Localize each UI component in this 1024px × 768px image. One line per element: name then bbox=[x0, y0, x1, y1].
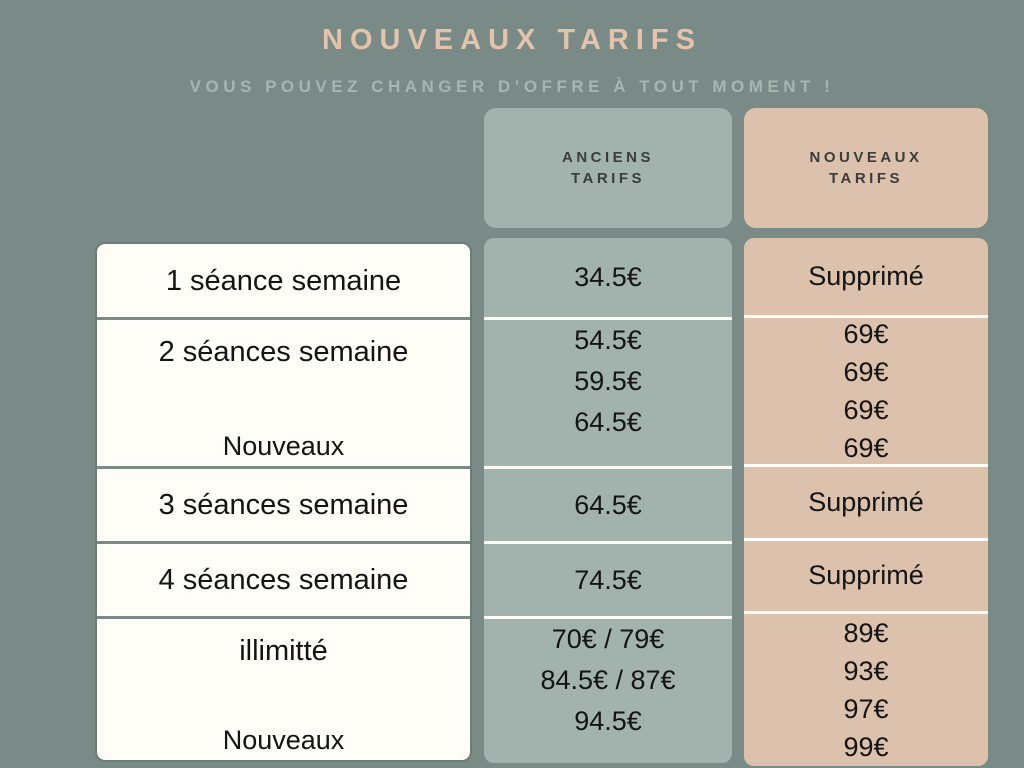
price-value: 74.5€ bbox=[574, 564, 642, 595]
price-value: 64.5€ bbox=[574, 489, 642, 520]
new-price-cell bbox=[744, 611, 988, 766]
price-value: 69€ bbox=[843, 395, 889, 426]
new-price-cell bbox=[744, 238, 988, 315]
price-value: 69€ bbox=[843, 433, 889, 464]
new-tariffs-header bbox=[744, 108, 988, 228]
old-price-cell bbox=[484, 317, 732, 466]
price-value: 59.5€ bbox=[574, 366, 642, 396]
plan-row-2-seances bbox=[97, 317, 470, 466]
plan-row-illimitte bbox=[97, 616, 470, 760]
plan-label: 1 séance semaine bbox=[165, 264, 402, 297]
plan-row-3-seances bbox=[97, 466, 470, 541]
price-value: 93€ bbox=[843, 656, 889, 687]
plan-label: 2 séances semaine bbox=[158, 336, 409, 368]
new-tariffs-header-line1: NOUVEAUX bbox=[809, 149, 923, 166]
price-value: 70€ / 79€ bbox=[551, 624, 665, 654]
price-value: 34.5€ bbox=[574, 262, 642, 292]
old-tariffs-header-line1: ANCIENS bbox=[561, 149, 654, 166]
page-title: NOUVEAUX TARIFS bbox=[322, 24, 702, 56]
price-value: 94.5€ bbox=[574, 706, 642, 736]
price-value: Supprimé bbox=[808, 560, 924, 591]
plan-sublabel: Nouveaux bbox=[222, 725, 345, 755]
plan-label: 4 séances semaine bbox=[158, 564, 409, 596]
price-value: 99€ bbox=[843, 732, 889, 763]
old-price-cell bbox=[484, 238, 732, 317]
price-value: Supprimé bbox=[808, 486, 924, 517]
page-subtitle: VOUS POUVEZ CHANGER D’OFFRE À TOUT MOMENT ! bbox=[189, 77, 835, 96]
new-price-cell bbox=[744, 464, 988, 537]
new-price-cell bbox=[744, 538, 988, 611]
plan-label: illimitté bbox=[239, 635, 328, 667]
price-value: 54.5€ bbox=[574, 325, 642, 355]
new-tariffs-header-line2: TARIFS bbox=[828, 170, 904, 187]
plan-sublabel: Nouveaux bbox=[222, 431, 345, 461]
plans-card bbox=[95, 242, 472, 762]
old-price-cell bbox=[484, 541, 732, 616]
old-tariffs-header-line2: TARIFS bbox=[570, 170, 646, 187]
price-value: Supprimé bbox=[808, 261, 924, 292]
price-value: 89€ bbox=[843, 618, 889, 649]
price-value: 84.5€ / 87€ bbox=[540, 665, 676, 695]
plan-row-1-seance bbox=[97, 244, 470, 317]
price-value: 69€ bbox=[843, 319, 889, 350]
price-value: 69€ bbox=[843, 357, 889, 388]
old-price-cell bbox=[484, 616, 732, 763]
old-tariffs-header bbox=[484, 108, 732, 228]
new-price-cell bbox=[744, 315, 988, 464]
plan-row-4-seances bbox=[97, 541, 470, 616]
old-prices-column bbox=[484, 238, 732, 763]
new-prices-column bbox=[744, 238, 988, 766]
price-value: 64.5€ bbox=[574, 407, 642, 437]
price-value: 97€ bbox=[843, 694, 889, 725]
old-price-cell bbox=[484, 466, 732, 541]
plan-label: 3 séances semaine bbox=[158, 489, 409, 521]
